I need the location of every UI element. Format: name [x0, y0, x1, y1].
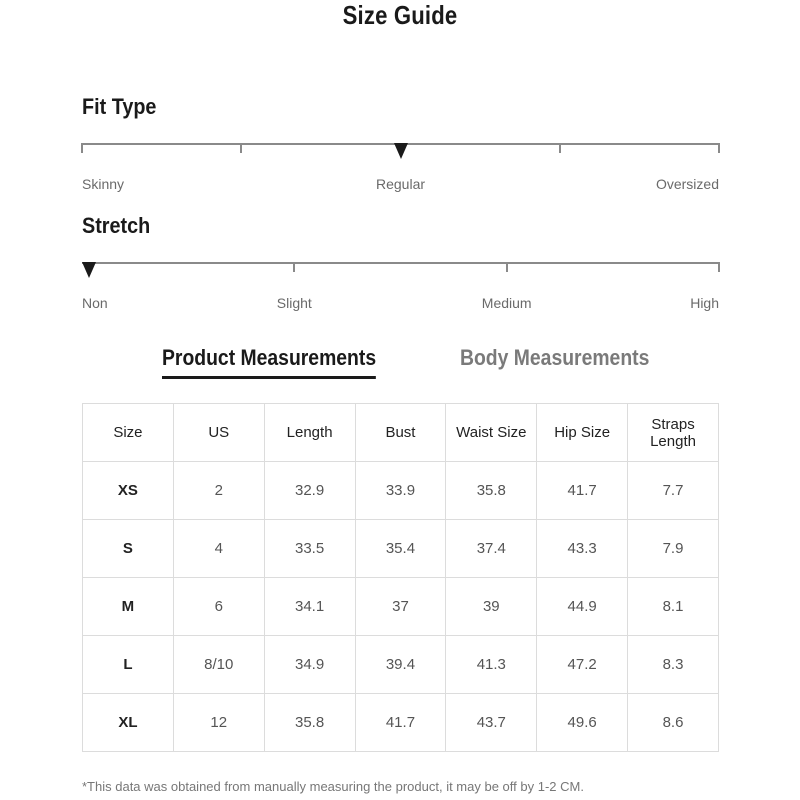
stretch-scale	[82, 262, 719, 311]
measurements-table	[82, 403, 719, 752]
table-cell: S	[83, 520, 174, 578]
table-cell: 37.4	[446, 520, 537, 578]
table-cell: 47.2	[537, 636, 628, 694]
table-cell: 7.9	[628, 520, 719, 578]
table-row	[83, 462, 719, 520]
column-header: Length	[264, 404, 355, 462]
column-header: Straps Length	[628, 404, 719, 462]
table-cell: 12	[173, 694, 264, 752]
column-header: US	[173, 404, 264, 462]
table-cell: 8/10	[173, 636, 264, 694]
table-cell: 32.9	[264, 462, 355, 520]
footnote: *This data was obtained from manually measuring the product, it may be off by 1-2 CM.	[82, 779, 584, 794]
table-cell: 6	[173, 578, 264, 636]
stretch-label-non: Non	[82, 295, 108, 311]
stretch-tick	[506, 262, 508, 272]
table-cell: 4	[173, 520, 264, 578]
table-cell: 49.6	[537, 694, 628, 752]
table-cell: L	[83, 636, 174, 694]
stretch-label-medium: Medium	[481, 295, 532, 311]
table-cell: 2	[173, 462, 264, 520]
fit-type-label-skinny: Skinny	[82, 176, 125, 192]
table-cell: 34.1	[264, 578, 355, 636]
table-cell: XS	[83, 462, 174, 520]
table-cell: 8.6	[628, 694, 719, 752]
column-header: Bust	[355, 404, 446, 462]
table-cell: 7.7	[628, 462, 719, 520]
table-cell: 33.9	[355, 462, 446, 520]
stretch-label-slight: Slight	[276, 295, 312, 311]
fit-type-label-regular: Regular	[375, 176, 426, 192]
fit-type-tick	[718, 143, 720, 153]
column-header: Waist Size	[446, 404, 537, 462]
stretch-heading: Stretch	[82, 213, 151, 238]
table-cell: 41.7	[537, 462, 628, 520]
table-cell: 39	[446, 578, 537, 636]
table-cell: 8.3	[628, 636, 719, 694]
table-cell: 8.1	[628, 578, 719, 636]
stretch-tick	[293, 262, 295, 272]
table-cell: 34.9	[264, 636, 355, 694]
table-cell: M	[83, 578, 174, 636]
fit-type-scale	[82, 143, 719, 192]
stretch-label-high: High	[690, 295, 719, 311]
fit-type-heading: Fit Type	[82, 94, 157, 119]
tab-body-measurements[interactable]: Body Measurements	[460, 345, 650, 370]
table-cell: 43.7	[446, 694, 537, 752]
tab-product-measurements[interactable]: Product Measurements	[162, 345, 377, 370]
column-header: Hip Size	[537, 404, 628, 462]
table-cell: XL	[83, 694, 174, 752]
table-cell: 37	[355, 578, 446, 636]
table-cell: 39.4	[355, 636, 446, 694]
stretch-tick	[718, 262, 720, 272]
table-header-row	[83, 404, 719, 462]
page-title: Size Guide	[342, 0, 458, 30]
table-cell: 35.8	[264, 694, 355, 752]
stretch-scale-line	[82, 262, 719, 264]
table-row	[83, 636, 719, 694]
table-row	[83, 578, 719, 636]
column-header: Size	[83, 404, 174, 462]
fit-type-tick	[240, 143, 242, 153]
fit-type-tick	[81, 143, 83, 153]
table-cell: 44.9	[537, 578, 628, 636]
table-cell: 43.3	[537, 520, 628, 578]
table-cell: 35.4	[355, 520, 446, 578]
table-cell: 35.8	[446, 462, 537, 520]
table-row	[83, 520, 719, 578]
fit-type-marker-icon	[394, 143, 408, 159]
fit-type-label-oversized: Oversized	[655, 176, 719, 192]
table-row	[83, 694, 719, 752]
fit-type-tick	[559, 143, 561, 153]
table-cell: 33.5	[264, 520, 355, 578]
table-cell: 41.3	[446, 636, 537, 694]
stretch-marker-icon	[82, 262, 96, 278]
table-cell: 41.7	[355, 694, 446, 752]
